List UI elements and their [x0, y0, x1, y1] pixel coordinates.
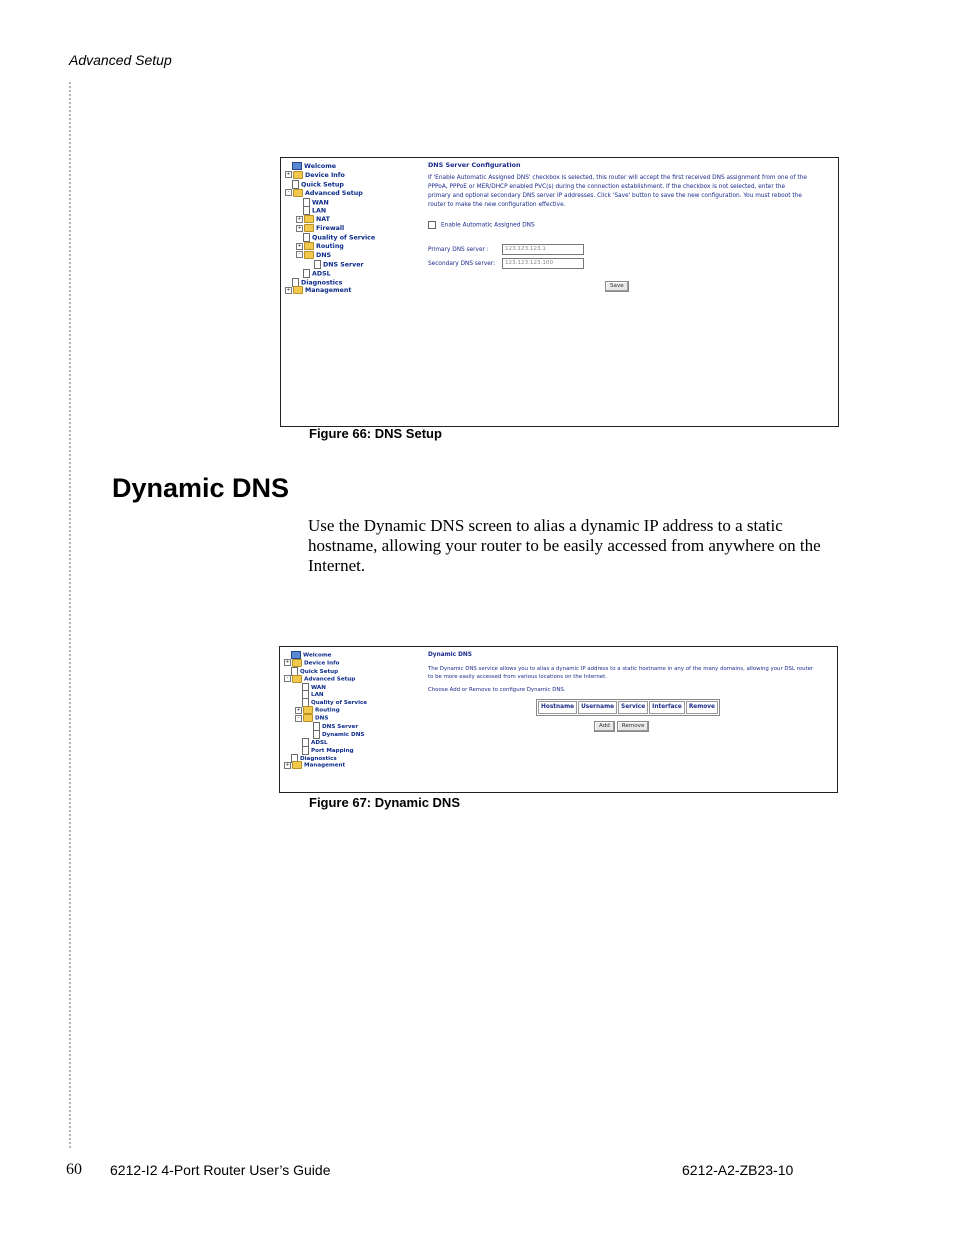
tree-item-label: Quick Setup: [301, 181, 344, 189]
tree-item-label: Diagnostics: [300, 755, 337, 762]
tree-item[interactable]: [285, 180, 375, 189]
page-icon: [292, 278, 299, 287]
ddns-table: [536, 699, 720, 716]
folder-icon: [293, 171, 303, 179]
tree-item-label: DNS: [315, 715, 329, 722]
expand-icon[interactable]: +: [285, 761, 290, 768]
folder-icon: [293, 286, 303, 294]
expand-icon[interactable]: +: [297, 242, 302, 249]
tree-item[interactable]: [284, 754, 367, 762]
doc-code: 6212-A2-ZB23-10: [682, 1162, 794, 1178]
tree-item[interactable]: [284, 730, 367, 738]
tree-item[interactable]: [285, 251, 375, 260]
secondary-dns-input[interactable]: 123.123.123.100: [502, 258, 584, 269]
tree-item[interactable]: [284, 698, 367, 706]
ddns-instruction: Choose Add or Remove to configure Dynamic DNS.: [428, 687, 566, 693]
tree-item-label: Management: [305, 287, 352, 295]
tree-item-label: Routing: [315, 707, 340, 714]
tree-item-label: Dynamic DNS: [322, 731, 365, 738]
tree-item-label: DNS: [316, 251, 332, 259]
folder-icon: [293, 189, 303, 197]
collapse-icon[interactable]: -: [296, 251, 303, 258]
collapse-icon[interactable]: -: [284, 675, 291, 682]
secondary-dns-row: [428, 258, 808, 269]
guide-title: 6212-I2 4-Port Router User’s Guide: [110, 1162, 331, 1178]
dns-setup-screenshot: [280, 157, 839, 427]
tree-item-label: Advanced Setup: [304, 676, 356, 683]
tree-item-label: LAN: [312, 207, 327, 215]
tree-item[interactable]: [284, 690, 367, 698]
folder-icon: [304, 251, 314, 259]
expand-icon[interactable]: +: [297, 215, 302, 222]
tree-item[interactable]: [284, 667, 367, 675]
figure-67-caption: Figure 67: Dynamic DNS: [309, 795, 460, 810]
tree-item-label: Quick Setup: [300, 668, 339, 675]
tree-item[interactable]: [285, 233, 375, 242]
tree-item-label: Device Info: [304, 660, 340, 667]
tree-item[interactable]: [285, 198, 375, 207]
tree-item[interactable]: [285, 269, 375, 278]
tree-item-label: Firewall: [316, 225, 345, 233]
tree-item[interactable]: [284, 722, 367, 730]
dns-config-description: If 'Enable Automatic Assigned DNS' checkbox is selected, this router will accept the first received DNS assignment from one of the PPPoA, PPPoE or MER/DHCP enabled PVC(s) during the connection establishment. If the checkbox is not selected, enter the primary and optional secondary DNS server IP addresses. Click 'Save' button to save the new configuration. You must reboot the router to make the new configuration effective.: [428, 175, 807, 208]
remove-button[interactable]: Remove: [617, 721, 650, 732]
expand-icon[interactable]: +: [296, 706, 301, 713]
folder-icon: [303, 706, 313, 714]
tree-item-label: NAT: [316, 216, 330, 224]
tree-item-label: Diagnostics: [301, 279, 343, 287]
figure-66-caption: Figure 66: DNS Setup: [309, 426, 442, 441]
save-button[interactable]: Save: [605, 281, 629, 292]
tree-item-label: Quality of Service: [311, 700, 368, 707]
page-icon: [292, 180, 299, 189]
primary-dns-input[interactable]: 123.123.123.1: [502, 244, 584, 255]
page-icon: [303, 269, 310, 278]
tree-item[interactable]: [285, 242, 375, 251]
tree-item-label: Device Info: [305, 171, 345, 179]
folder-icon: [304, 242, 314, 250]
tree-item[interactable]: [285, 224, 375, 233]
folder-icon: [292, 675, 302, 683]
tree-item[interactable]: [284, 706, 367, 714]
tree-item-label: DNS Server: [322, 724, 359, 731]
folder-icon: [304, 215, 314, 223]
tree-item[interactable]: [285, 260, 375, 269]
tree-item-label: Port Mapping: [311, 747, 354, 754]
ddns-column-header: Service: [618, 701, 648, 714]
ddns-description: The Dynamic DNS service allows you to alias a dynamic IP address to a static hostname in any of the many domains, allowing your DSL router to be more easily accessed from various locations on the Internet.: [428, 666, 814, 680]
tree-item[interactable]: [284, 651, 367, 659]
nav-tree: [284, 651, 367, 769]
tree-item[interactable]: [285, 278, 375, 287]
tree-item-label: DNS Server: [323, 261, 364, 269]
auto-dns-checkbox[interactable]: [428, 221, 436, 229]
ddns-column-header: Hostname: [538, 701, 577, 714]
ddns-column-header: Interface: [649, 701, 685, 714]
tree-item-label: Quality of Service: [312, 234, 376, 242]
tree-item[interactable]: [284, 746, 367, 754]
tree-item[interactable]: [285, 171, 375, 180]
folder-icon: [292, 659, 302, 667]
tree-item[interactable]: [285, 286, 375, 295]
primary-dns-row: [428, 244, 808, 255]
expand-icon[interactable]: +: [285, 659, 290, 666]
auto-dns-row: [428, 221, 808, 231]
collapse-icon[interactable]: -: [285, 189, 292, 196]
nav-tree: [285, 162, 375, 295]
globe-icon: [292, 162, 302, 170]
expand-icon[interactable]: +: [297, 224, 302, 231]
collapse-icon[interactable]: -: [295, 715, 302, 722]
folder-icon: [292, 761, 302, 769]
tree-item-label: Routing: [316, 243, 344, 251]
ddns-column-header: Username: [578, 701, 617, 714]
tree-item[interactable]: [284, 659, 367, 667]
section-body: Use the Dynamic DNS screen to alias a dynamic IP address to a static hostname, allowing your router to be easily accessed from anywhere on the Internet.: [308, 516, 821, 575]
ddns-table-header: [538, 701, 718, 714]
tree-item[interactable]: [285, 206, 375, 215]
ddns-config-panel: [428, 651, 818, 732]
tree-item-label: ADSL: [311, 739, 328, 746]
tree-item-label: Welcome: [304, 163, 337, 170]
tree-item[interactable]: [284, 761, 367, 769]
page-icon: [303, 198, 310, 207]
running-header: Advanced Setup: [69, 52, 172, 68]
add-button[interactable]: Add: [594, 721, 615, 732]
dynamic-dns-screenshot: [279, 646, 838, 793]
tree-item-label: LAN: [311, 692, 324, 699]
tree-item-label: Management: [304, 762, 346, 769]
tree-item[interactable]: [284, 738, 367, 746]
page-icon: [303, 206, 310, 215]
tree-item[interactable]: [284, 714, 367, 722]
dns-config-panel: [428, 161, 808, 292]
auto-dns-label: Enable Automatic Assigned DNS: [441, 222, 535, 229]
tree-item[interactable]: [285, 189, 375, 198]
expand-icon[interactable]: +: [286, 286, 291, 293]
tree-item[interactable]: [285, 215, 375, 224]
folder-icon: [303, 714, 313, 722]
secondary-dns-label: Secondary DNS server:: [428, 260, 496, 267]
primary-dns-label: Primary DNS server :: [428, 246, 489, 253]
tree-item-label: WAN: [311, 684, 326, 691]
ddns-column-header: Remove: [686, 701, 718, 714]
globe-icon: [291, 651, 301, 659]
tree-item[interactable]: [284, 683, 367, 691]
tree-item-label: ADSL: [312, 270, 331, 278]
folder-icon: [304, 224, 314, 232]
page-number: 60: [66, 1161, 82, 1178]
tree-item-label: Welcome: [303, 652, 332, 659]
expand-icon[interactable]: +: [286, 171, 291, 178]
tree-item[interactable]: [284, 675, 367, 683]
ddns-title: Dynamic DNS: [428, 652, 472, 658]
page-icon: [303, 233, 310, 242]
tree-item-label: Advanced Setup: [305, 189, 363, 197]
margin-rule: [69, 82, 74, 1148]
section-title: Dynamic DNS: [112, 473, 290, 503]
page-icon: [314, 260, 321, 269]
dns-config-title: DNS Server Configuration: [428, 161, 521, 169]
tree-item-label: WAN: [312, 199, 329, 207]
tree-item[interactable]: [285, 162, 375, 171]
